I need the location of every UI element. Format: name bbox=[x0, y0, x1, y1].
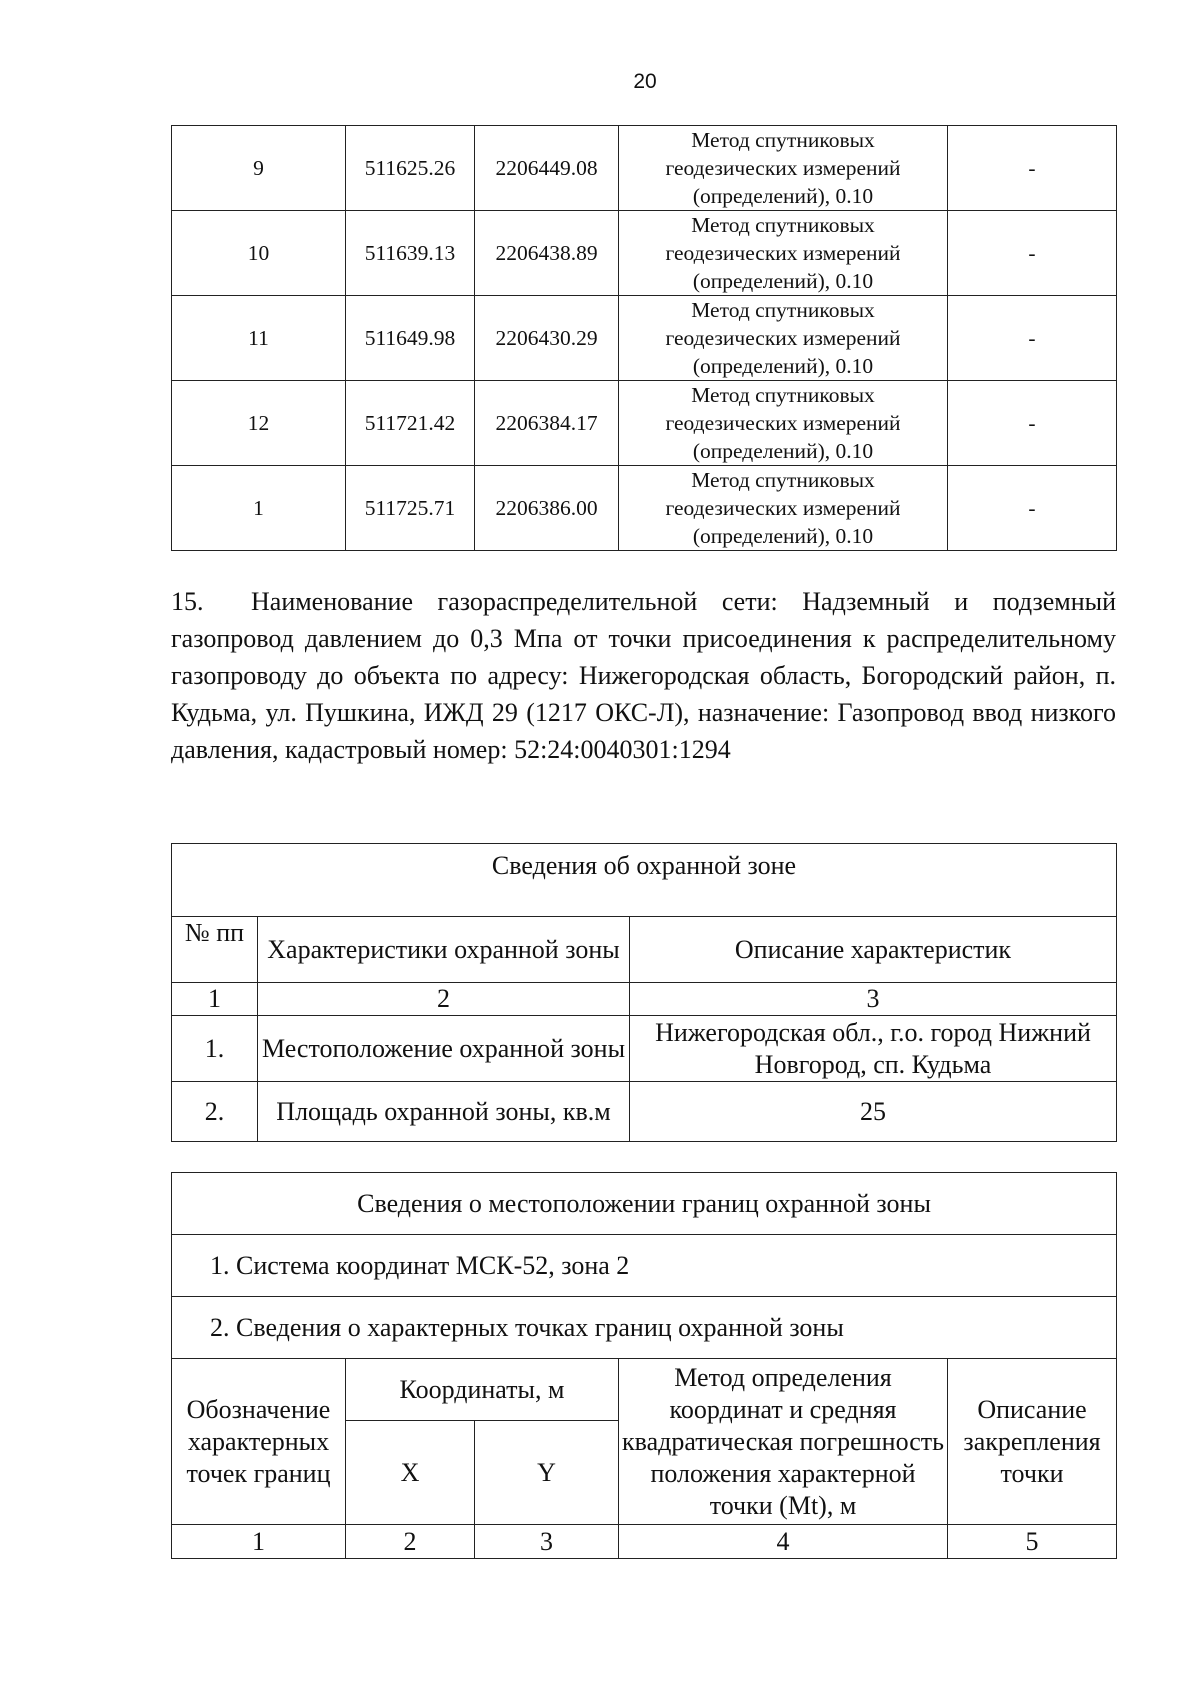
method-line: (определений), 0.10 bbox=[692, 269, 874, 293]
method-cell bbox=[619, 211, 948, 296]
zone-row-value: 25 bbox=[630, 1082, 1117, 1142]
zone-index-cell: 2 bbox=[258, 983, 630, 1016]
point-number-cell: 11 bbox=[172, 296, 346, 381]
header-designation: Обозначение характерных точек границ bbox=[172, 1359, 346, 1525]
point-row bbox=[172, 381, 1117, 466]
method-line: Метод спутниковых bbox=[691, 128, 875, 152]
bounds-index-cell: 1 bbox=[172, 1525, 346, 1559]
points-table bbox=[171, 125, 1117, 551]
point-row bbox=[172, 296, 1117, 381]
header-x: X bbox=[346, 1421, 475, 1525]
boundaries-table bbox=[171, 1172, 1117, 1559]
method-line: (определений), 0.10 bbox=[692, 439, 874, 463]
x-coordinate-cell: 511639.13 bbox=[346, 211, 475, 296]
method-line: геодезических измерений bbox=[665, 241, 901, 265]
zone-row-num: 2. bbox=[172, 1082, 258, 1142]
zone-header-characteristic: Характеристики охранной зоны bbox=[258, 917, 630, 983]
x-coordinate-cell: 511649.98 bbox=[346, 296, 475, 381]
method-line: Метод спутниковых bbox=[691, 213, 875, 237]
zone-row-name: Площадь охранной зоны, кв.м bbox=[258, 1082, 630, 1142]
fixing-cell: - bbox=[948, 126, 1117, 211]
section-number: 15. bbox=[171, 587, 204, 616]
point-number-cell: 12 bbox=[172, 381, 346, 466]
header-y: Y bbox=[475, 1421, 619, 1525]
point-number-cell: 1 bbox=[172, 466, 346, 551]
bounds-index-cell: 3 bbox=[475, 1525, 619, 1559]
point-row bbox=[172, 211, 1117, 296]
fixing-cell: - bbox=[948, 296, 1117, 381]
method-line: Метод спутниковых bbox=[691, 468, 875, 492]
y-coordinate-cell: 2206449.08 bbox=[475, 126, 619, 211]
header-fixing: Описание закрепления точки bbox=[948, 1359, 1117, 1525]
point-row bbox=[172, 126, 1117, 211]
point-row bbox=[172, 466, 1117, 551]
x-coordinate-cell: 511721.42 bbox=[346, 381, 475, 466]
points-caption-row: 2. Сведения о характерных точках границ охранной зоны bbox=[172, 1297, 1117, 1359]
y-coordinate-cell: 2206438.89 bbox=[475, 211, 619, 296]
points-table-body bbox=[172, 126, 1117, 551]
zone-row-name: Местоположение охранной зоны bbox=[258, 1016, 630, 1082]
header-method: Метод определения координат и средняя квадратическая погрешность положения характерной точки (Mt), м bbox=[619, 1359, 948, 1525]
zone-header-description: Описание характеристик bbox=[630, 917, 1117, 983]
y-coordinate-cell: 2206384.17 bbox=[475, 381, 619, 466]
method-cell bbox=[619, 296, 948, 381]
point-number-cell: 10 bbox=[172, 211, 346, 296]
x-coordinate-cell: 511625.26 bbox=[346, 126, 475, 211]
y-coordinate-cell: 2206430.29 bbox=[475, 296, 619, 381]
method-line: (определений), 0.10 bbox=[692, 354, 874, 378]
method-line: геодезических измерений bbox=[665, 411, 901, 435]
page-number: 20 bbox=[633, 70, 657, 93]
section-paragraph bbox=[171, 583, 1116, 768]
bounds-index-cell: 5 bbox=[948, 1525, 1117, 1559]
bounds-table-title: Сведения о местоположении границ охранной зоны bbox=[172, 1173, 1117, 1235]
method-cell bbox=[619, 381, 948, 466]
method-line: геодезических измерений bbox=[665, 326, 901, 350]
header-coordinates: Координаты, м bbox=[346, 1359, 619, 1421]
method-cell bbox=[619, 126, 948, 211]
method-line: (определений), 0.10 bbox=[692, 184, 874, 208]
method-cell bbox=[619, 466, 948, 551]
x-coordinate-cell: 511725.71 bbox=[346, 466, 475, 551]
bounds-index-cell: 4 bbox=[619, 1525, 948, 1559]
bounds-index-cell: 2 bbox=[346, 1525, 475, 1559]
section-text: Наименование газораспределительной сети: Надземный и подземный газопровод давлением до 0,3 Мпа от точки присоединения к распределительному газопроводу до объекта по адресу: Нижегородская область, Богородский район, п. Кудьма, ул. Пушкина, ИЖД 29 (1217 ОКС-Л), назначение: Газопровод ввод низкого давления, кадастровый номер: 52:24:0040301:1294 bbox=[171, 587, 1116, 764]
zone-row-value: Нижегородская обл., г.о. город Нижний Новгород, сп. Кудьма bbox=[630, 1016, 1117, 1082]
method-line: (определений), 0.10 bbox=[692, 524, 874, 548]
y-coordinate-cell: 2206386.00 bbox=[475, 466, 619, 551]
fixing-cell: - bbox=[948, 211, 1117, 296]
method-line: геодезических измерений bbox=[665, 156, 901, 180]
zone-index-cell: 3 bbox=[630, 983, 1117, 1016]
fixing-cell: - bbox=[948, 381, 1117, 466]
zone-table-title: Сведения об охранной зоне bbox=[172, 844, 1117, 917]
zone-row-num: 1. bbox=[172, 1016, 258, 1082]
method-line: Метод спутниковых bbox=[691, 298, 875, 322]
method-line: геодезических измерений bbox=[665, 496, 901, 520]
zone-header-num: № пп bbox=[172, 917, 258, 983]
fixing-cell: - bbox=[948, 466, 1117, 551]
method-line: Метод спутниковых bbox=[691, 383, 875, 407]
zone-info-table bbox=[171, 843, 1117, 1142]
coordinate-system-row: 1. Система координат МСК-52, зона 2 bbox=[172, 1235, 1117, 1297]
zone-index-cell: 1 bbox=[172, 983, 258, 1016]
point-number-cell: 9 bbox=[172, 126, 346, 211]
